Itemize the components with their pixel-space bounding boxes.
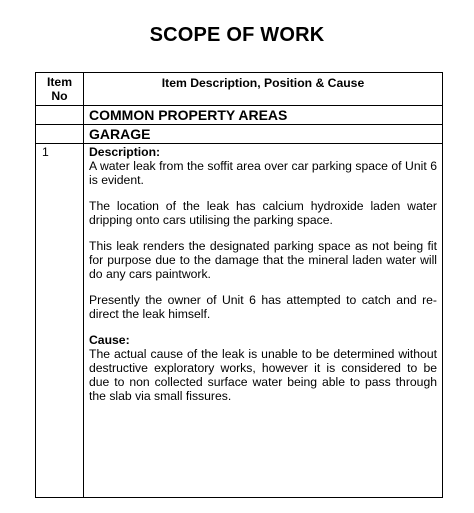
header-item-no-line2: No xyxy=(51,89,68,103)
item-description-cell xyxy=(84,144,443,498)
subsection-item-no-cell xyxy=(36,125,84,144)
subsection-row xyxy=(36,125,443,144)
section-item-no-cell xyxy=(36,106,84,125)
section-row xyxy=(36,106,443,125)
description-paragraph-4: Presently the owner of Unit 6 has attempted to catch and re-direct the leak himself. xyxy=(89,293,437,321)
subsection-title: GARAGE xyxy=(84,125,443,144)
description-paragraph-3: This leak renders the designated parking space as not being fit for purpose due to the damage that the mineral laden water will do any cars paintwork. xyxy=(89,239,437,281)
cause-label: Cause: xyxy=(89,333,130,347)
document-title: SCOPE OF WORK xyxy=(149,24,325,46)
table-row xyxy=(36,144,443,498)
description-paragraph-2: The location of the leak has calcium hydroxide laden water dripping onto cars utilising the parking space. xyxy=(89,199,437,227)
cause-paragraph: The actual cause of the leak is unable to be determined without destructive exploratory works, however it is considered to be due to non collected surface water being able to pass through the slab via small fissures. xyxy=(89,347,437,403)
header-description: Item Description, Position & Cause xyxy=(84,73,443,106)
table-header-row xyxy=(36,73,443,106)
item-number: 1 xyxy=(36,144,84,498)
header-item-no xyxy=(36,73,84,106)
scope-of-work-table xyxy=(35,72,443,498)
section-title: COMMON PROPERTY AREAS xyxy=(84,106,443,125)
description-label: Description: xyxy=(89,145,161,159)
description-paragraph-1: A water leak from the soffit area over car parking space of Unit 6 is evident. xyxy=(89,159,437,187)
header-item-no-line1: Item xyxy=(46,75,73,89)
